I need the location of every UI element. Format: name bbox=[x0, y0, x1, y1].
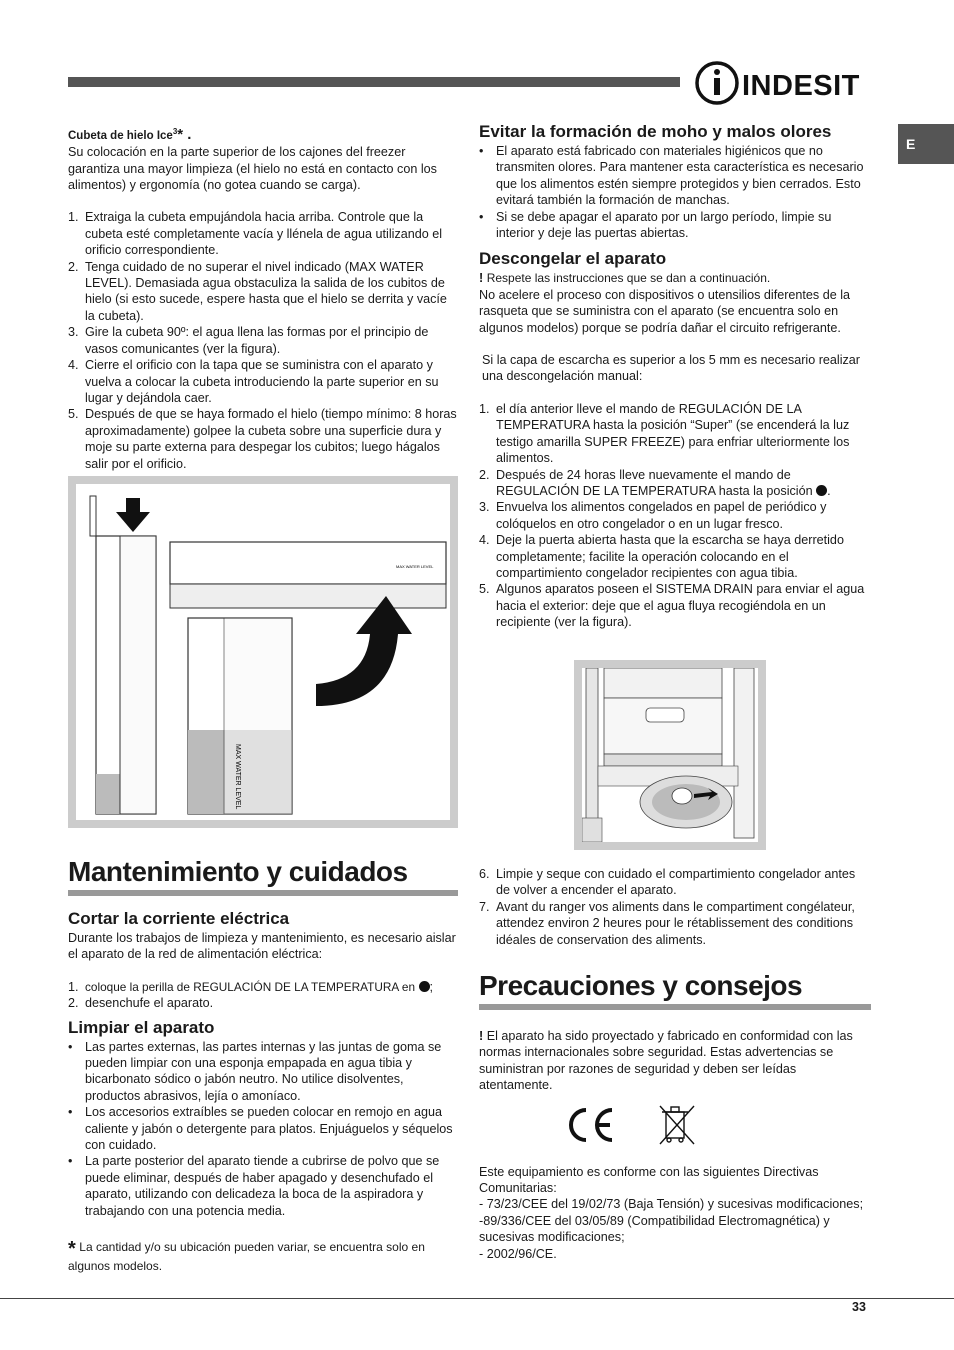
defrost-step-6 bbox=[479, 866, 871, 899]
mold-item-2-marker: • bbox=[479, 209, 484, 224]
power-steps bbox=[68, 979, 458, 1012]
directive-1: - 73/23/CEE del 19/02/73 (Baja Tensión) y sucesivas modificaciones; bbox=[479, 1197, 864, 1212]
off-position-icon bbox=[816, 485, 827, 496]
language-tab: E bbox=[898, 124, 954, 164]
defrost-warning: ! Respete las instrucciones que se dan a continuación. bbox=[479, 271, 771, 286]
ice-step-5-text: Después de que se haya formado el hielo (tiempo mínimo: 8 horas aproximadamente) golpee la cubeta sobre una superficie dura y moje su parte externa para despegar los cubitos; luego hágalos salir por el orificio. bbox=[85, 407, 457, 471]
defrost-step-6-text: Limpie y seque con cuidado el compartimiento congelador antes de volver a encender el aparato. bbox=[496, 867, 856, 898]
footnote: * La cantidad y/o su ubicación pueden variar, se encuentra solo en algunos modelos. bbox=[68, 1238, 425, 1273]
precautions-text: ! El aparato ha sido proyectado y fabricado en conformidad con las normas internacionales sobre seguridad. Estas advertencias se suministran por razones de seguridad y deben ser leídas atentamente. bbox=[479, 1029, 853, 1093]
clean-item-1-text: Las partes externas, las partes internas y las juntas de goma se pueden limpiar con una esponja empapada en agua tibia y bicarbonato sódico o jabón neutro. No utilice disolventes, productos abrasivos, lejía o amoníaco. bbox=[85, 1039, 442, 1103]
ice-step-4 bbox=[68, 357, 458, 406]
ice-step-4-marker: 4. bbox=[68, 358, 79, 373]
precautions-title: Precauciones y consejos bbox=[479, 970, 871, 1010]
power-text: Durante los trabajos de limpieza y mantenimiento, es necesario aislar el aparato de la red de alimentación eléctrica: bbox=[68, 931, 456, 962]
mold-item-1-marker: • bbox=[479, 144, 484, 158]
ice-steps bbox=[68, 209, 458, 472]
defrost-step-1: 1. el día anterior lleve el mando de REGULACIÓN DE LA TEMPERATURA hasta la posición “Super” (se encenderá la luz testigo amarilla SUPER FREEZE) para enfriar ulteriormente los alimentos. bbox=[479, 401, 850, 466]
ice-title: Cubeta de hielo Ice$^3$* . bbox=[68, 125, 192, 143]
ce-mark-icon bbox=[571, 1110, 612, 1140]
header-bar bbox=[68, 77, 680, 87]
ice-tray-illustration bbox=[76, 484, 450, 820]
defrost-steps-continued bbox=[479, 866, 871, 948]
directives-list bbox=[479, 1196, 871, 1262]
footer-rule bbox=[0, 1298, 954, 1299]
mold-item-1-text: El aparato está fabricado con materiales higiénicos que no transmiten olores. Para mantener esta característica es necesario que los alimentos estén siempre protegidos y bien cerrados. Esto evitará también la formación de manchas. bbox=[496, 144, 864, 208]
ice-step-3-text: Gire la cubeta 90º: el agua llena las formas por el principio de vasos comunicantes (ver la figura). bbox=[85, 325, 429, 356]
ice-step-2 bbox=[68, 259, 458, 325]
weee-bin-icon bbox=[660, 1106, 694, 1144]
defrost-step-2: 2. Después de 24 horas lleve nuevamente el mando de REGULACIÓN DE LA TEMPERATURA hasta la posición . bbox=[479, 467, 831, 498]
directive-3: - 2002/96/CE. bbox=[479, 1246, 557, 1261]
mold-item-2 bbox=[479, 209, 871, 242]
page-number: 33 bbox=[852, 1300, 866, 1314]
defrost-steps bbox=[479, 401, 871, 631]
certification-symbols bbox=[568, 1104, 708, 1146]
defrost-p1: No acelere el proceso con dispositivos o utensilios diferentes de la rasqueta que se suministra con el aparato (se encuentra solo en algunos modelos) porque se podría dañar el circuito refrigerante. bbox=[479, 287, 851, 335]
max-level-label-v: MAX WATER LEVEL bbox=[234, 744, 241, 810]
clean-item-2-text: Los accesorios extraíbles se pueden colocar en remojo en agua caliente y jabón o detergente para platos. Enjuáguelos y séquelos con cuidado. bbox=[85, 1105, 453, 1153]
defrost-step-6-marker: 6. bbox=[479, 867, 490, 881]
mold-item-2-text: Si se debe apagar el aparato por un largo período, limpie su interior y deje las puertas abiertas. bbox=[496, 209, 832, 241]
defrost-p2: Si la capa de escarcha es superior a los 5 mm es necesario realizar una descongelación manual: bbox=[482, 353, 860, 384]
ice-step-3-marker: 3. bbox=[68, 325, 79, 340]
ice-step-2-marker: 2. bbox=[68, 259, 79, 274]
power-title: Cortar la corriente eléctrica bbox=[68, 909, 290, 928]
defrost-step-7-text: Avant du ranger vos aliments dans le compartiment congélateur, attendez environ 2 heures pour le rétablissement des conditions idéales de conservation des aliments. bbox=[496, 899, 855, 947]
indesit-logo bbox=[694, 60, 870, 106]
clean-title: Limpiar el aparato bbox=[68, 1017, 215, 1037]
drain-figure bbox=[574, 660, 766, 850]
ice-step-3 bbox=[68, 324, 458, 357]
drain-illustration bbox=[582, 668, 758, 842]
ice-step-5-marker: 5. bbox=[68, 407, 79, 422]
clean-item-3 bbox=[68, 1153, 458, 1219]
ice-step-1-marker: 1. bbox=[68, 210, 79, 225]
clean-items bbox=[68, 1039, 458, 1219]
power-step-1: 1. coloque la perilla de REGULACIÓN DE LA TEMPERATURA en ; bbox=[68, 979, 434, 994]
ice-intro: Su colocación en la parte superior de los cajones del freezer garantiza una mayor limpieza (el hielo no está en contacto con los alimentos) y ergonomía (no gotea cuando se carga). bbox=[68, 145, 437, 193]
ice-step-2-text: Tenga cuidado de no superar el nivel indicado (MAX WATER LEVEL). Demasiada agua obstaculiza la salida de los cubitos de hielo (si esto sucede, espere hasta que el hielo se derrita y vacíe la cubeta). bbox=[85, 259, 447, 323]
defrost-title: Descongelar el aparato bbox=[479, 249, 667, 269]
ice-step-5 bbox=[68, 406, 458, 472]
defrost-step-3: 3. Envuelva los alimentos congelados en papel de periódico y colóquelos en otro congelador o en un lugar fresco. bbox=[479, 500, 827, 531]
ice-step-1 bbox=[68, 209, 458, 258]
clean-item-3-text: La parte posterior del aparato tiende a cubrirse de polvo que se puede eliminar, después de haber apagado y desenchufado el aparato, utilizando con delicadeza la boca de la aspiradora y trabajando con una potencia media. bbox=[85, 1154, 440, 1218]
max-level-label-h: MAX WATER LEVEL bbox=[396, 564, 434, 569]
defrost-step-4: 4. Deje la puerta abierta hasta que la escarcha se haya derretido completamente; facilite la operación colocando en el compartimiento congelador recipientes con agua tibia. bbox=[479, 533, 844, 580]
mold-items bbox=[479, 143, 871, 241]
directive-2: -89/336/CEE del 03/05/89 (Compatibilidad Electromagnética) y sucesivas modificaciones; bbox=[479, 1213, 830, 1245]
ice-tray-figure bbox=[68, 476, 458, 828]
off-position-icon bbox=[419, 981, 430, 992]
defrost-step-7-marker: 7. bbox=[479, 899, 490, 914]
clean-item-3-marker: • bbox=[68, 1154, 73, 1169]
mold-item-1 bbox=[479, 143, 871, 209]
ice-step-4-text: Cierre el orificio con la tapa que se suministra con el aparato y vuelva a colocar la cubeta introduciendo la parte superior en su lugar y dejándola caer. bbox=[85, 358, 439, 405]
defrost-step-7 bbox=[479, 899, 871, 948]
right-column-lower bbox=[479, 866, 871, 1262]
clean-item-2-marker: • bbox=[68, 1105, 73, 1120]
maintenance-title: Mantenimiento y cuidados bbox=[68, 856, 458, 896]
power-step-2: 2. desenchufe el aparato. bbox=[68, 996, 214, 1011]
brand-text: INDESIT bbox=[742, 70, 860, 102]
directives-intro: Este equipamiento es conforme con las siguientes Directivas Comunitarias: bbox=[479, 1164, 819, 1196]
maintenance-section bbox=[68, 856, 458, 1274]
clean-item-1-marker: • bbox=[68, 1039, 73, 1054]
ice-section bbox=[68, 124, 458, 472]
ice-step-1-text: Extraiga la cubeta empujándola hacia arriba. Controle que la cubeta esté completamente vacía y llénela de agua utilizando el orificio correspondiente. bbox=[85, 210, 443, 258]
mold-title: Evitar la formación de moho y malos olores bbox=[479, 122, 832, 141]
defrost-step-5: 5. Algunos aparatos poseen el SISTEMA DRAIN para enviar el agua hacia el exterior: deje que el agua fluya recogiéndola en un recipiente (ver la figura). bbox=[479, 582, 865, 630]
right-column bbox=[479, 122, 871, 631]
clean-item-2 bbox=[68, 1104, 458, 1153]
clean-item-1 bbox=[68, 1039, 458, 1105]
